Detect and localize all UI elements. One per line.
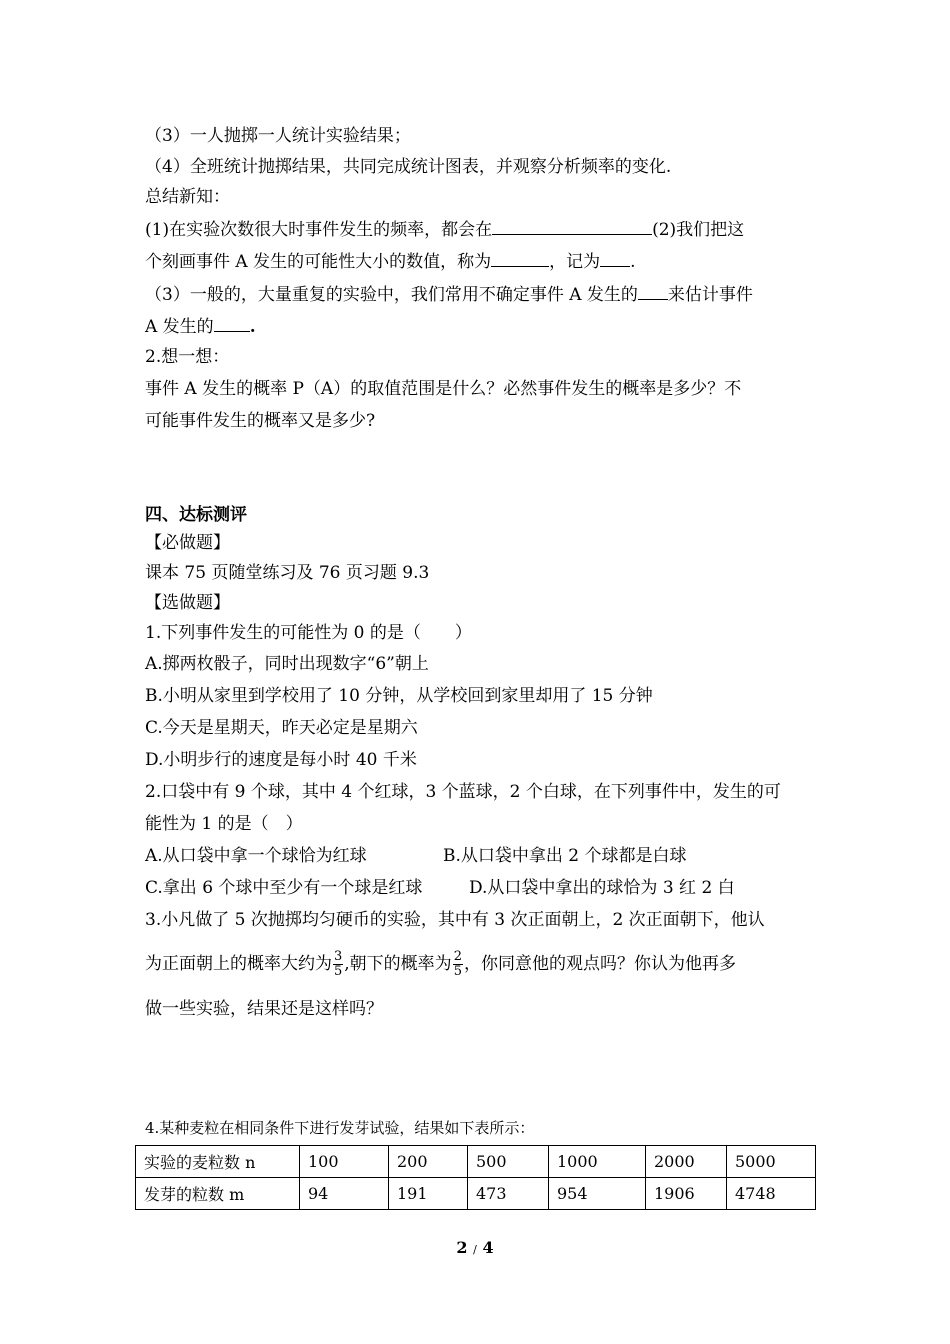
fill-blank-3[interactable] bbox=[600, 248, 630, 267]
step-4-text: （4）全班统计抛掷结果，共同完成统计图表，并观察分析频率的变化. bbox=[145, 157, 672, 177]
fill-blank-4[interactable] bbox=[638, 281, 668, 300]
table-cell: 94 bbox=[300, 1178, 389, 1210]
fraction-three-fifths: $\frac{3}{5}$ bbox=[334, 949, 343, 979]
question-1-option-b: B.小明从家里到学校用了 10 分钟，从学校回到家里却用了 15 分钟 bbox=[145, 686, 653, 706]
required-heading: 【必做题】 bbox=[145, 533, 230, 553]
question-1: 1.下列事件发生的可能性为 0 的是（ ） bbox=[145, 623, 472, 643]
table-cell: 191 bbox=[389, 1178, 468, 1210]
question-2-option-d: D.从口袋中拿出的球恰为 3 红 2 白 bbox=[469, 878, 735, 898]
summary-line-2: 个刻画事件 A 发生的可能性大小的数值，称为 ，记为 . bbox=[145, 248, 636, 274]
table-row-label: 实验的麦粒数 n bbox=[136, 1146, 300, 1178]
fill-blank-1[interactable] bbox=[492, 216, 652, 235]
question-2-option-c: C.拿出 6 个球中至少有一个球是红球 bbox=[145, 878, 423, 898]
question-1-option-a: A.掷两枚骰子，同时出现数字“6”朝上 bbox=[145, 654, 429, 674]
fill-blank-2[interactable] bbox=[491, 248, 549, 267]
required-text: 课本 75 页随堂练习及 76 页习题 9.3 bbox=[145, 563, 430, 583]
section-title: 四、达标测评 bbox=[145, 505, 247, 525]
think-heading: 2.想一想： bbox=[145, 347, 230, 367]
question-3-end: 做一些实验，结果还是这样吗？ bbox=[145, 999, 383, 1019]
question-2: 2.口袋中有 9 个球，其中 4 个红球，3 个蓝球，2 个白球，在下列事件中，发生的可 bbox=[145, 782, 781, 802]
table-cell: 4748 bbox=[727, 1178, 816, 1210]
table-cell: 5000 bbox=[727, 1146, 816, 1178]
question-3-cont: 为正面朝上的概率大约为 $\frac{3}{5}$ ,朝下的概率为 $\frac{2}{5}$ ，你同意他的观点吗？你认为他再多 bbox=[145, 949, 736, 979]
question-1-option-c: C.今天是星期天，昨天必定是星期六 bbox=[145, 718, 418, 738]
question-3: 3.小凡做了 5 次抛掷均匀硬币的实验，其中有 3 次正面朝上，2 次正面朝下，他认 bbox=[145, 910, 765, 930]
table-cell: 954 bbox=[549, 1178, 646, 1210]
table-cell: 2000 bbox=[646, 1146, 727, 1178]
table-cell: 1000 bbox=[549, 1146, 646, 1178]
fill-blank-5[interactable] bbox=[214, 313, 250, 332]
fraction-two-fifths: $\frac{2}{5}$ bbox=[453, 949, 462, 979]
table-row bbox=[136, 1146, 816, 1178]
optional-heading: 【选做题】 bbox=[145, 593, 230, 613]
summary-line-1: (1)在实验次数很大时事件发生的频率，都会在 (2)我们把这 bbox=[145, 216, 744, 242]
table-cell: 1906 bbox=[646, 1178, 727, 1210]
germination-table bbox=[135, 1145, 816, 1210]
question-2-option-a: A.从口袋中拿一个球恰为红球 bbox=[145, 846, 367, 866]
think-question-1: 事件 A 发生的概率 P（A）的取值范围是什么？必然事件发生的概率是多少？不 bbox=[145, 379, 742, 399]
table-row-label: 发芽的粒数 m bbox=[136, 1178, 300, 1210]
summary-heading: 总结新知： bbox=[145, 187, 230, 207]
summary-line-3: （3）一般的，大量重复的实验中，我们常用不确定事件 A 发生的 来估计事件 bbox=[145, 281, 753, 307]
table-cell: 500 bbox=[468, 1146, 549, 1178]
question-2-option-b: B.从口袋中拿出 2 个球都是白球 bbox=[443, 846, 687, 866]
question-2-cont: 能性为 1 的是（ ） bbox=[145, 814, 303, 834]
question-1-option-d: D.小明步行的速度是每小时 40 千米 bbox=[145, 750, 417, 770]
step-3-text: （3）一人抛掷一人统计实验结果； bbox=[145, 126, 411, 146]
table-cell: 473 bbox=[468, 1178, 549, 1210]
summary-line-4: A 发生的 . bbox=[145, 313, 256, 339]
table-cell: 200 bbox=[389, 1146, 468, 1178]
question-4: 4.某种麦粒在相同条件下进行发芽试验，结果如下表所示： bbox=[145, 1119, 535, 1137]
think-question-2: 可能事件发生的概率又是多少? bbox=[145, 411, 376, 431]
table-row bbox=[136, 1178, 816, 1210]
table-cell: 100 bbox=[300, 1146, 389, 1178]
page-number: 2 / 4 bbox=[456, 1238, 494, 1257]
